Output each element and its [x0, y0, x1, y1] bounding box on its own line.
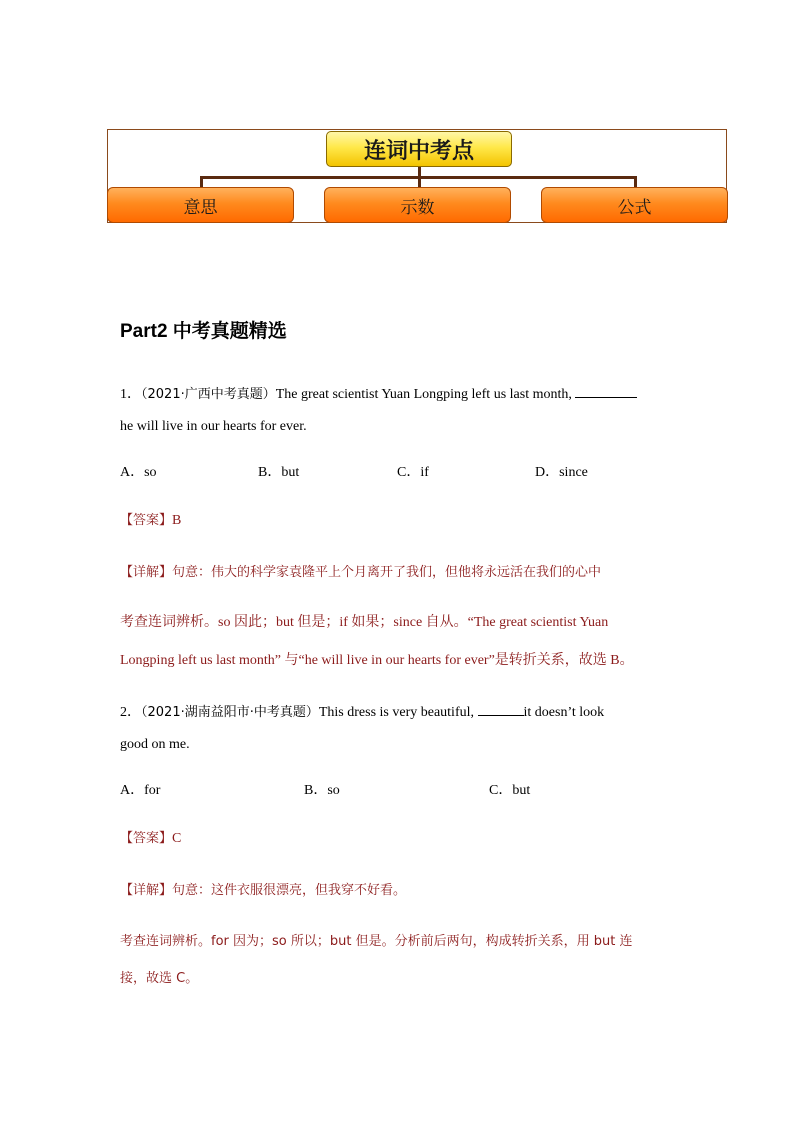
q1-line-1	[120, 384, 637, 405]
q1-answer-value: B	[172, 513, 182, 528]
q2-text-a: This dress is very beautiful,	[318, 705, 478, 720]
q1-option-c: C．if	[397, 465, 429, 480]
q1-option-b: B．but	[258, 465, 300, 480]
q1-detail-1	[120, 563, 601, 583]
q2-blank	[478, 702, 524, 716]
q2-option-b: B．so	[304, 783, 340, 798]
q2-detail-1	[120, 881, 406, 901]
q2-detail-3: 接，故选 C。	[120, 971, 199, 986]
diagram-root-box: 连词中考点	[326, 131, 512, 167]
q2-text-a2: it doesn’t look	[523, 705, 605, 720]
q1-answer	[120, 511, 181, 531]
connector-vertical-right	[634, 176, 637, 187]
q2-line-2: good on me.	[120, 737, 190, 752]
q1-option-d: D．since	[535, 465, 588, 480]
concept-diagram	[107, 129, 727, 223]
q1-detail-text-1: 句意：伟大的科学家袁隆平上个月离开了我们，但他将永远活在我们的心中	[172, 565, 602, 580]
q2-source: （2021·湖南益阳市·中考真题）	[141, 705, 319, 720]
q1-detail-label: 【详解】	[120, 565, 173, 580]
q2-answer-value: C	[172, 831, 182, 846]
q2-number: 2．	[120, 705, 141, 720]
q2-detail-2: 考查连词辨析。for 因为；so 所以；but 但是。分析前后两句，构成转折关系，用 but 连	[120, 934, 633, 949]
q2-answer	[120, 829, 181, 849]
q1-source: （2021·广西中考真题）	[141, 387, 276, 402]
section-title: Part2 中考真题精选	[120, 321, 287, 342]
q1-detail-2: 考查连词辨析。so 因此；but 但是；if 如果；since 自从。“The great scientist Yuan	[120, 615, 609, 630]
q2-detail-label: 【详解】	[120, 883, 173, 898]
diagram-box-number: 示数	[324, 187, 511, 223]
q2-option-c: C．but	[489, 783, 531, 798]
q1-detail-3: Longping left us last month” 与“he will live in our hearts for ever”是转折关系，故选 B。	[120, 653, 634, 668]
connector-vertical-middle	[418, 176, 421, 187]
diagram-box-formula: 公式	[541, 187, 728, 223]
q1-blank	[575, 384, 637, 398]
q1-number: 1．	[120, 387, 141, 402]
diagram-box-meaning: 意思	[107, 187, 294, 223]
q1-line-2: he will live in our hearts for ever.	[120, 419, 307, 434]
q2-option-a: A．for	[120, 783, 161, 798]
q1-answer-label: 【答案】	[120, 513, 173, 528]
q2-detail-text-1: 句意：这件衣服很漂亮，但我穿不好看。	[172, 883, 407, 898]
q1-text-a: The great scientist Yuan Longping left us last month,	[275, 387, 576, 402]
connector-vertical-left	[200, 176, 203, 187]
q2-answer-label: 【答案】	[120, 831, 173, 846]
q2-line-1	[120, 702, 604, 723]
q1-option-a: A．so	[120, 465, 157, 480]
